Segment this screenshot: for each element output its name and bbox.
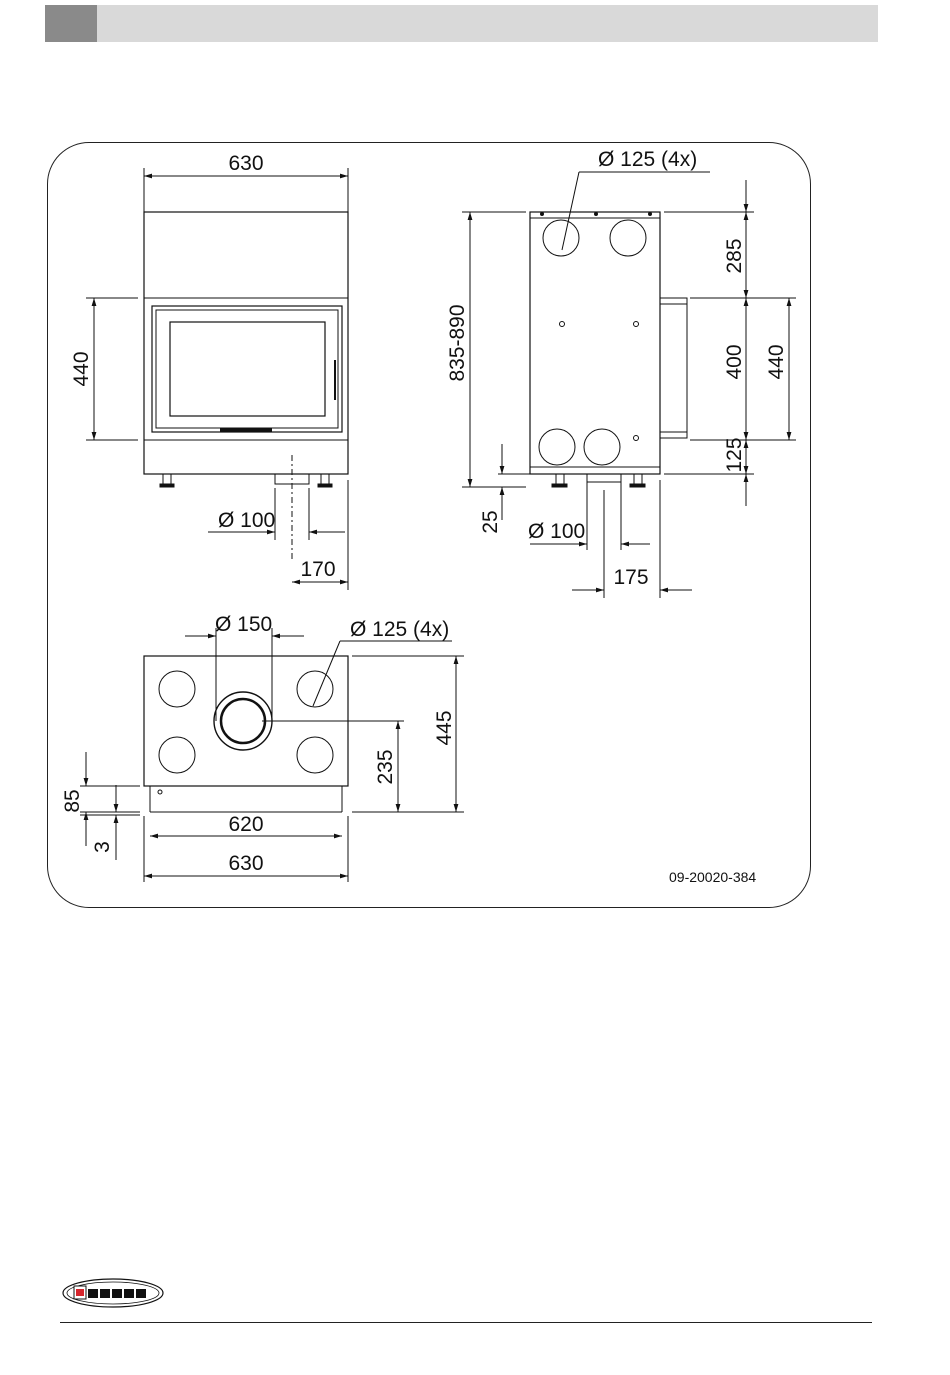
top-view bbox=[80, 628, 464, 882]
top-base-label: 85 bbox=[61, 789, 84, 813]
side-right-label: 440 bbox=[765, 344, 788, 380]
top-holes-label: Ø 125 (4x) bbox=[350, 618, 450, 641]
side-top-label: 285 bbox=[723, 238, 746, 274]
side-leg-label: 25 bbox=[479, 510, 502, 534]
side-top-holes-label: Ø 125 (4x) bbox=[598, 148, 698, 171]
front-offset-label: 170 bbox=[300, 558, 336, 581]
front-view bbox=[86, 168, 348, 590]
top-inner-width-label: 620 bbox=[228, 813, 264, 836]
top-outer-width-label: 630 bbox=[228, 852, 264, 875]
front-duct-label: Ø 100 bbox=[218, 509, 276, 532]
side-middle-label: 400 bbox=[723, 344, 746, 380]
front-width-label: 630 bbox=[228, 152, 264, 175]
footer-rule bbox=[60, 1322, 872, 1323]
side-bottom-gap-label: 125 bbox=[723, 437, 746, 473]
side-total-height-label: 835-890 bbox=[446, 304, 469, 382]
dovre-logo bbox=[62, 1278, 164, 1308]
top-flue-label: Ø 150 bbox=[215, 613, 273, 636]
side-offset-label: 175 bbox=[613, 566, 649, 589]
top-depth-label: 445 bbox=[433, 710, 456, 746]
side-duct-label: Ø 100 bbox=[528, 520, 586, 543]
top-thin-label: 3 bbox=[91, 841, 114, 853]
top-center-label: 235 bbox=[374, 749, 397, 785]
side-view bbox=[462, 172, 796, 598]
front-height-label: 440 bbox=[70, 351, 93, 387]
drawing-ref: 09-20020-384 bbox=[669, 869, 757, 885]
